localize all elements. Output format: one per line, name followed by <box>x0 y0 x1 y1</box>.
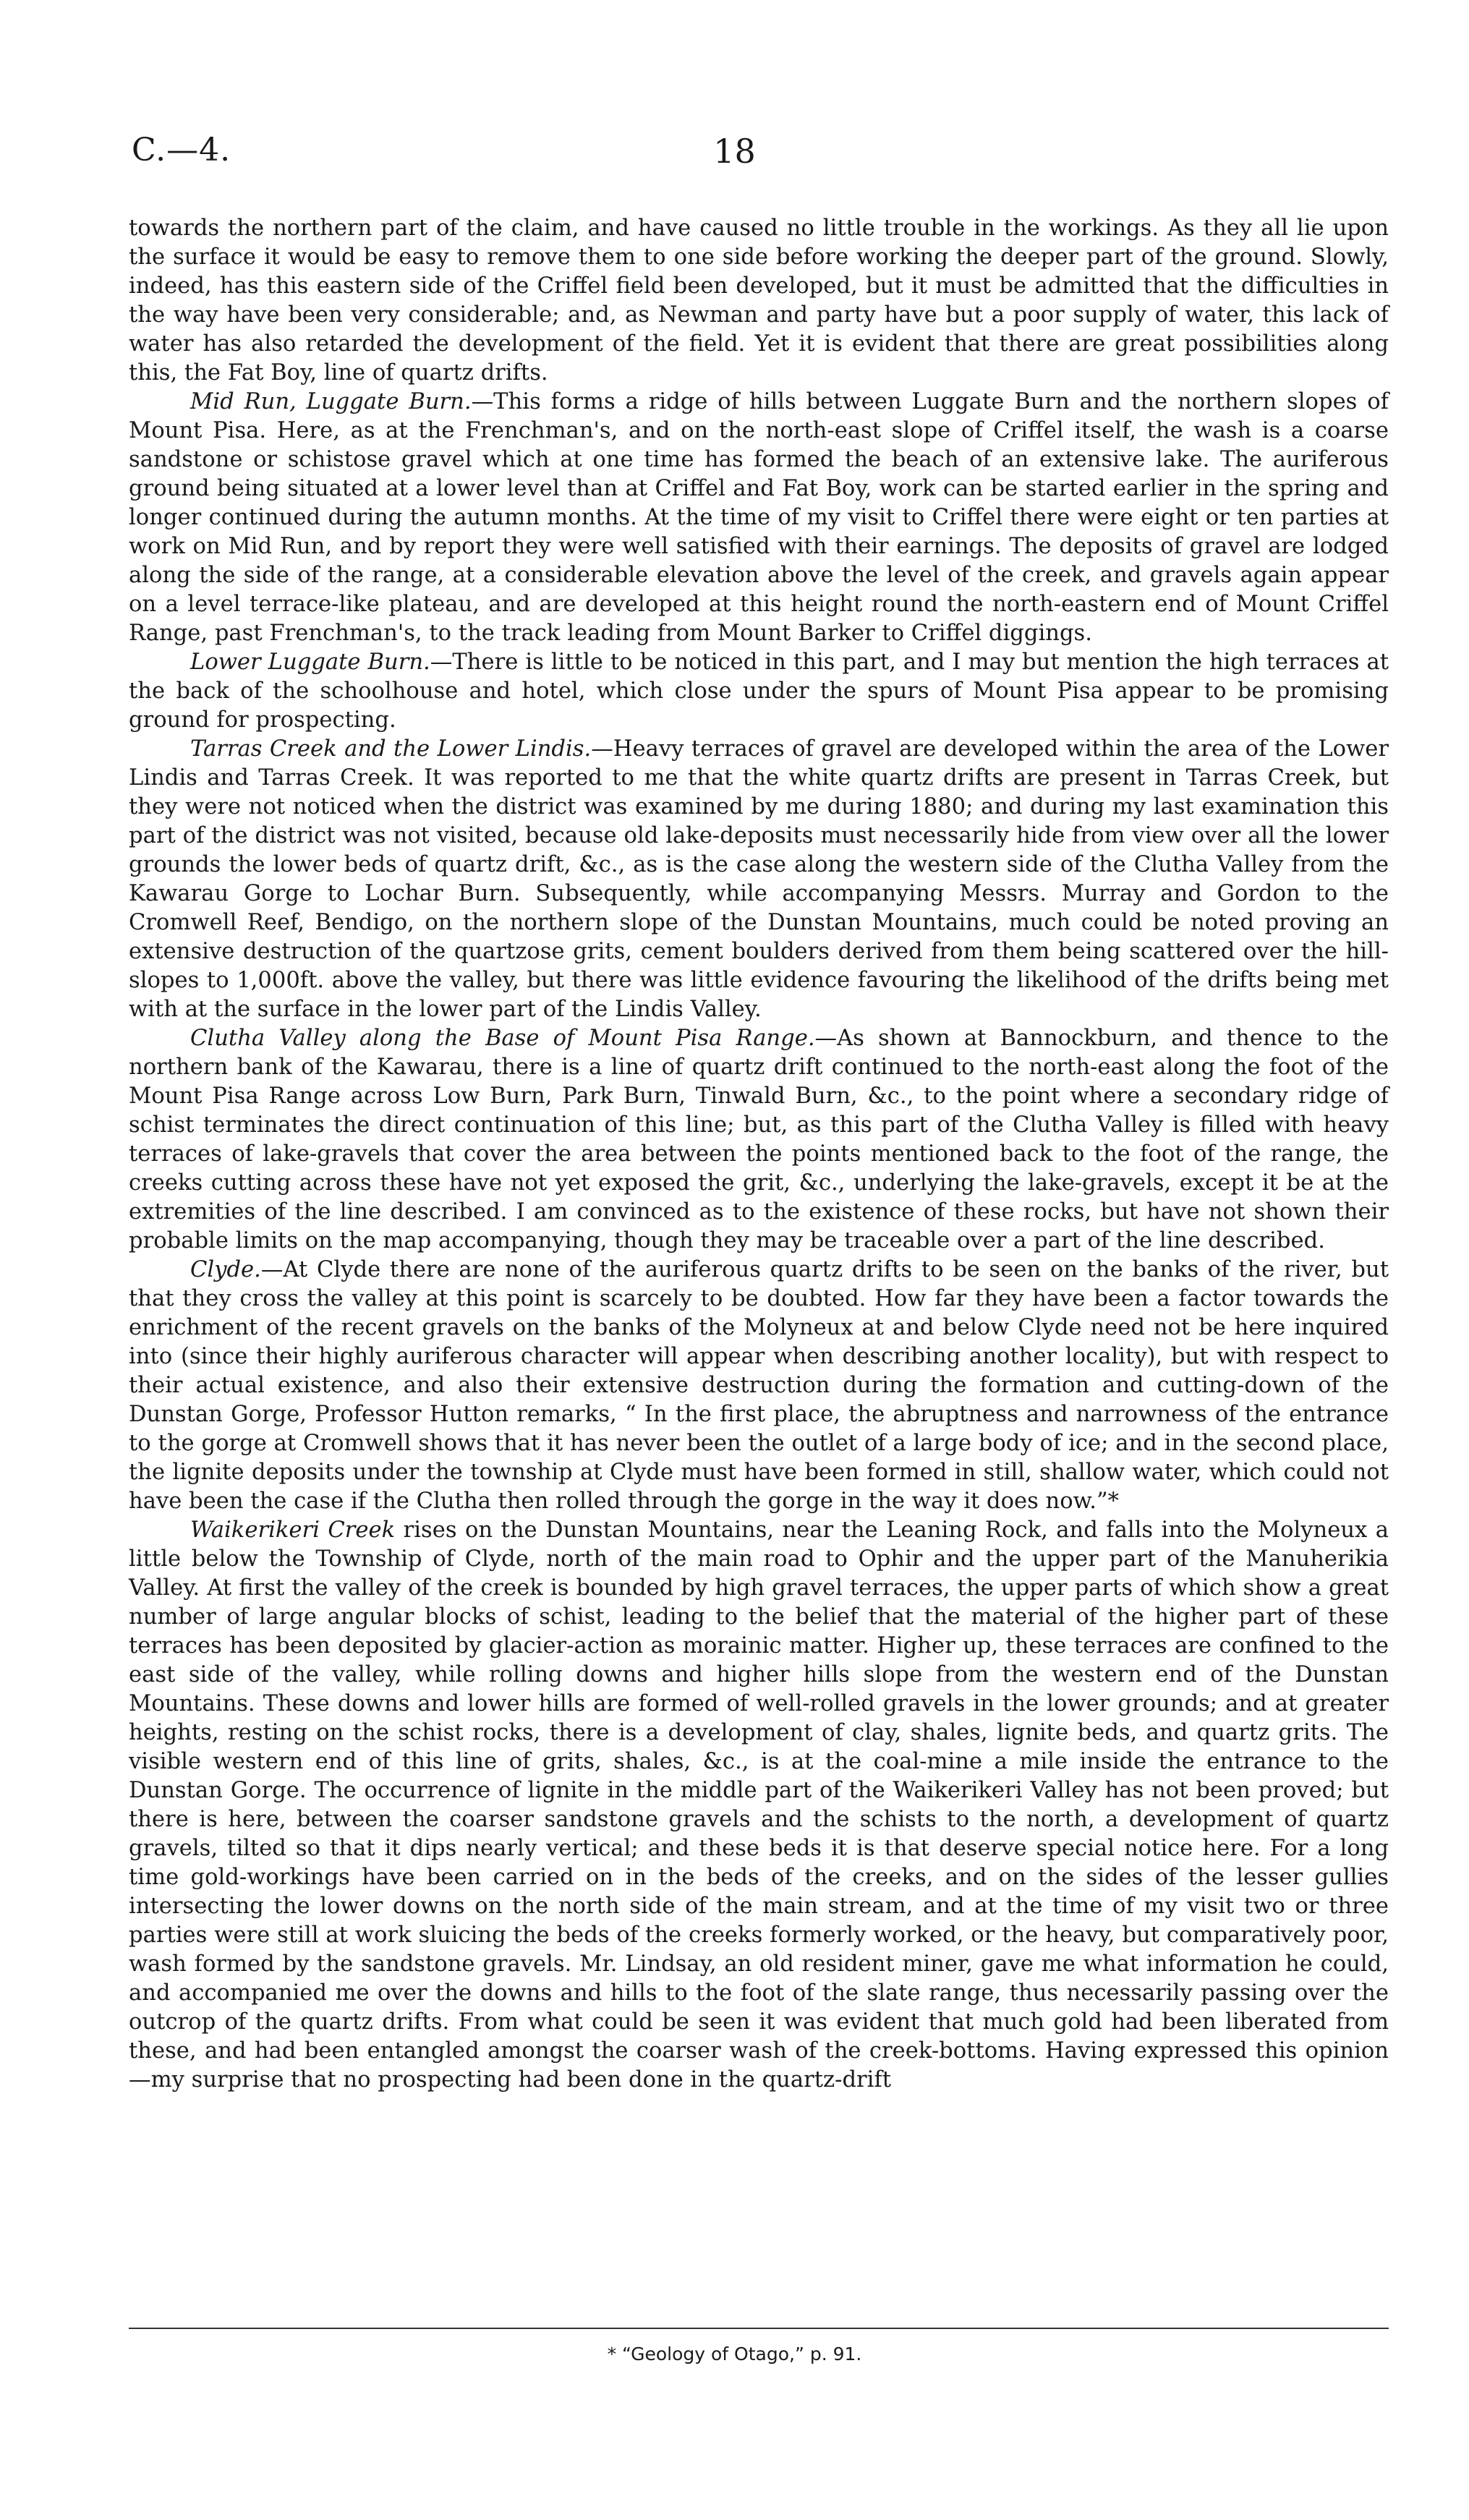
footnote-divider <box>129 2328 1389 2329</box>
paragraph-clutha-valley <box>129 1024 1389 1256</box>
paragraph-text: —Heavy terraces of gravel are developed within the area of the Lower Lindis and Tarras Creek. It was reported to me that the white quartz drifts are present in Tarras Creek, but they were not noticed when the district was examined by me during 1880; and during my last examination this part of the district was not visited, because old lake-deposits must necessarily hide from view over all the lower grounds the lower beds of quartz drift, &c., as is the case along the western side of the Clutha Valley from the Kawarau Gorge to Lochar Burn. Subsequently, while accompanying Messrs. Murray and Gordon to the Cromwell Reef, Bendigo, on the northern slope of the Dunstan Mountains, much could be noted proving an extensive destruction of the quartzose grits, cement boulders derived from them being scattered over the hill-slopes to 1,000ft. above the valley, but there was little evidence favouring the likelihood of the drifts being met with at the surface in the lower part of the Lindis Valley. <box>129 736 1389 1022</box>
footnote: * “Geology of Otago,” p. 91. <box>607 2344 862 2364</box>
paragraph-lower-luggate <box>129 648 1389 735</box>
paragraph-text: —There is little to be noticed in this part, and I may but mention the high terraces at the back of the schoolhouse and hotel, which close under the spurs of Mount Pisa appear to be promising ground for prospecting. <box>129 650 1389 733</box>
paragraph-text: —As shown at Bannockburn, and thence to the northern bank of the Kawarau, there is a line of quartz drift continued to the north-east along the foot of the Mount Pisa Range across Low Burn, Park Burn, Tinwald Burn, &c., to the point where a secondary ridge of schist terminates the direct continuation of this line; but, as this part of the Clutha Valley is filled with heavy terraces of lake-gravels that cover the area between the points mentioned back to the foot of the range, the creeks cutting across these have not yet exposed the grit, &c., underlying the lake-gravels, except it be at the extremities of the line described. I am convinced as to the existence of these rocks, but have not shown their probable limits on the map accompanying, though they may be traceable over a part of the line described. <box>129 1026 1389 1253</box>
section-heading: Clyde. <box>190 1257 261 1282</box>
section-heading: Tarras Creek and the Lower Lindis. <box>190 736 592 762</box>
paragraph-tarras-creek <box>129 735 1389 1024</box>
body-text <box>129 214 1389 2095</box>
paragraph-text: —This forms a ridge of hills between Luggate Burn and the northern slopes of Mount Pisa. Here, as at the Frenchman's, and on the north-east slope of Criffel itself, the wash is a coarse sandstone or schistose gravel which at one time has formed the beach of an extensive lake. The auriferous ground being situated at a lower level than at Criffel and Fat Boy, work can be started earlier in the spring and longer continued during the autumn months. At the time of my visit to Criffel there were eight or ten parties at work on Mid Run, and by report they were well satisfied with their earnings. The deposits of gravel are lodged along the side of the range, at a considerable elevation above the level of the creek, and gravels again appear on a level terrace-like plateau, and are developed at this height round the north-eastern end of Mount Criffel Range, past Frenchman's, to the track leading from Mount Barker to Criffel diggings. <box>129 389 1389 646</box>
document-reference: C.—4. <box>132 132 231 169</box>
section-heading: Waikerikeri Creek <box>190 1517 396 1543</box>
section-heading: Clutha Valley along the Base of Mount Pisa Range. <box>190 1026 815 1051</box>
section-heading: Lower Luggate Burn. <box>190 650 430 675</box>
paragraph-continuation <box>129 214 1389 388</box>
paragraph-mid-run <box>129 388 1389 648</box>
page-number: 18 <box>713 132 756 171</box>
page-header <box>0 132 1469 182</box>
paragraph-text: —At Clyde there are none of the auriferous quartz drifts to be seen on the banks of the river, but that they cross the valley at this point is scarcely to be doubted. How far they have been a factor towards the enrichment of the recent gravels on the banks of the Molyneux at and below Clyde need not be here inquired into (since their highly auriferous character will appear when describing another locality), but with respect to their actual existence, and also their extensive destruction during the formation and cutting-down of the Dunstan Gorge, Professor Hutton remarks, “ In the first place, the abruptness and narrowness of the entrance to the gorge at Cromwell shows that it has never been the outlet of a large body of ice; and in the second place, the lignite deposits under the township at Clyde must have been formed in still, shallow water, which could not have been the case if the Clutha then rolled through the gorge in the way it does now.”* <box>129 1257 1389 1514</box>
paragraph-text: rises on the Dunstan Mountains, near the Leaning Rock, and falls into the Molyneux a little below the Township of Clyde, north of the main road to Ophir and the upper part of the Manuherikia Valley. At first the valley of the creek is bounded by high gravel terraces, the upper parts of which show a great number of large angular blocks of schist, leading to the belief that the material of the higher part of these terraces has been deposited by glacier-action as morainic matter. Higher up, these terraces are confined to the east side of the valley, while rolling downs and higher hills slope from the western end of the Dunstan Mountains. These downs and lower hills are formed of well-rolled gravels in the lower grounds; and at greater heights, resting on the schist rocks, there is a development of clay, shales, lignite beds, and quartz grits. The visible western end of this line of grits, shales, &c., is at the coal-mine a mile inside the entrance to the Dunstan Gorge. The occurrence of lignite in the middle part of the Waikerikeri Valley has not been proved; but there is here, between the coarser sandstone gravels and the schists to the north, a development of quartz gravels, tilted so that it dips nearly vertical; and these beds it is that deserve special notice here. For a long time gold-workings have been carried on in the beds of the creeks, and on the sides of the lesser gullies intersecting the lower downs on the north side of the main stream, and at the time of my visit two or three parties were still at work sluicing the beds of the creeks formerly worked, or the heavy, but comparatively poor, wash formed by the sandstone gravels. Mr. Lindsay, an old resident miner, gave me what information he could, and accompanied me over the downs and hills to the foot of the slate range, thus necessarily passing over the outcrop of the quartz drifts. From what could be seen it was evident that much gold had been liberated from these, and had been entangled amongst the coarser wash of the creek-bottoms. Having expressed this opinion—my surprise that no prospecting had been done in the quartz-drift <box>129 1517 1389 2093</box>
paragraph-clyde <box>129 1256 1389 1516</box>
paragraph-waikerikeri <box>129 1516 1389 2095</box>
section-heading: Mid Run, Luggate Burn. <box>190 389 472 414</box>
paragraph-text: towards the northern part of the claim, and have caused no little trouble in the workings. As they all lie upon the surface it would be easy to remove them to one side before working the deeper part of the ground. Slowly, indeed, has this eastern side of the Criffel field been developed, but it must be admitted that the difficulties in the way have been very considerable; and, as Newman and party have but a poor supply of water, this lack of water has also retarded the development of the field. Yet it is evident that there are great possibilities along this, the Fat Boy, line of quartz drifts. <box>129 216 1389 386</box>
